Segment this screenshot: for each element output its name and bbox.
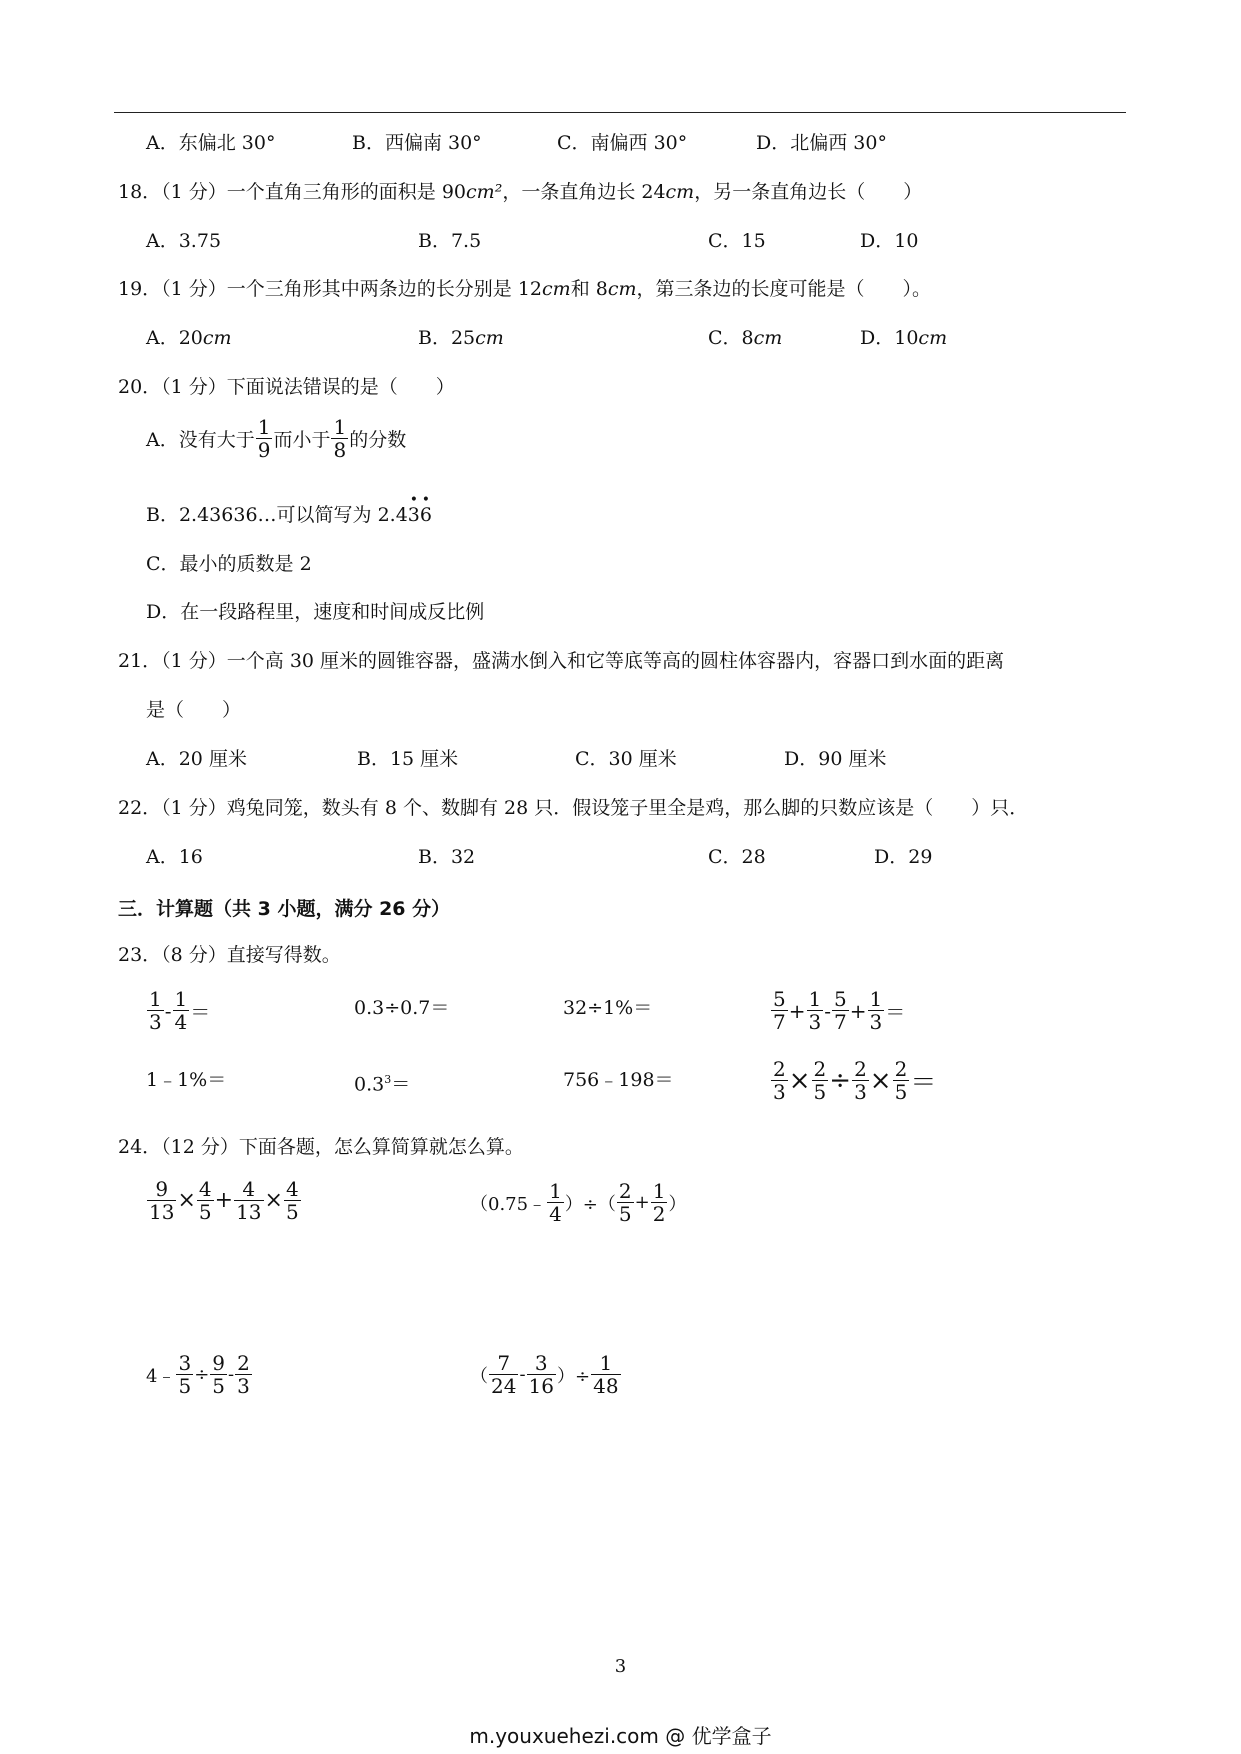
q19-option-d-unit: cm <box>918 327 948 349</box>
paren-close-text: ）÷ <box>557 1365 591 1387</box>
q22-option-c: C．28 <box>708 846 766 868</box>
footer-source[interactable]: m.youxuehezi.com @ 优学盒子 <box>469 1724 772 1748</box>
equals-sign: ＝ <box>885 1000 906 1024</box>
q19-option-a-value: A．20 <box>146 327 203 349</box>
q23-expr-2: 0.3÷0.7＝ <box>354 997 450 1019</box>
fraction <box>527 1352 556 1397</box>
paren-open-text: （ <box>470 1365 488 1387</box>
denominator: 5 <box>212 1374 226 1398</box>
option-d: D．北偏西 30° <box>756 132 887 154</box>
q19-option-a-unit: cm <box>202 327 232 349</box>
numerator: 4 <box>198 1177 212 1201</box>
fraction <box>147 1178 176 1223</box>
section-heading: 三．计算题（共 3 小题，满分 26 分） <box>118 898 451 920</box>
fraction <box>284 1178 301 1223</box>
equals-sign: ＝ <box>391 1073 411 1096</box>
fraction <box>868 988 885 1033</box>
denominator: 3 <box>869 1010 883 1034</box>
q22-option-b: B．32 <box>418 846 476 868</box>
denominator: 5 <box>198 1200 212 1224</box>
fraction <box>893 1058 910 1103</box>
denominator: 9 <box>257 438 271 462</box>
fraction <box>173 988 190 1033</box>
q19-option-a <box>146 326 232 350</box>
fraction <box>591 1352 620 1397</box>
base: 0.3 <box>354 1073 385 1096</box>
q18-stem-a: 18．（1 分）一个直角三角形的面积是 90 <box>118 181 467 203</box>
plus-sign: + <box>214 1188 234 1213</box>
q23-expr-8 <box>770 1058 936 1103</box>
repeating-digit-1: 3 <box>407 504 420 526</box>
numerator: 2 <box>773 1057 786 1081</box>
fraction <box>771 988 788 1033</box>
q19-stem-b: 和 8 <box>570 278 608 300</box>
numerator: 1 <box>591 1352 620 1375</box>
denominator: 3 <box>149 1010 162 1034</box>
q19-option-b <box>418 326 504 350</box>
fraction <box>617 1180 634 1225</box>
exponent: 3 <box>384 1073 392 1086</box>
numerator: 4 <box>234 1178 263 1201</box>
q23-expr-5: 1﹣1%＝ <box>146 1069 227 1091</box>
fraction <box>234 1178 263 1223</box>
q24-expr-2 <box>470 1180 686 1225</box>
paren-mid-text: ）÷（ <box>564 1193 616 1215</box>
q19-unit-1: cm <box>542 278 571 300</box>
q22-option-a: A．16 <box>146 846 203 868</box>
q19-option-d <box>860 326 947 350</box>
plus-sign: + <box>634 1192 650 1213</box>
q21-stem-line2: 是（ ） <box>146 699 242 721</box>
four-minus: 4﹣ <box>146 1365 176 1387</box>
denominator: 3 <box>237 1374 250 1398</box>
numerator: 1 <box>333 415 347 439</box>
fraction <box>812 1058 829 1103</box>
times-sign: × <box>788 1065 811 1096</box>
fraction <box>147 988 164 1033</box>
numerator: 1 <box>257 415 271 439</box>
page-number: 3 <box>614 1656 627 1677</box>
q19-stem-a: 19．（1 分）一个三角形其中两条边的长分别是 12 <box>118 278 543 300</box>
numerator: 2 <box>618 1179 632 1203</box>
q18-option-d: D．10 <box>860 230 919 252</box>
denominator: 3 <box>854 1080 867 1104</box>
numerator: 1 <box>149 987 162 1011</box>
fraction <box>852 1058 869 1103</box>
repeating-digit: • 3 <box>407 492 420 526</box>
denominator: 5 <box>618 1202 632 1226</box>
numerator: 7 <box>489 1352 518 1375</box>
repeating-digit: • 6 <box>419 492 432 526</box>
paren-close-text: ） <box>668 1193 687 1215</box>
q21-option-d: D．90 厘米 <box>784 748 887 770</box>
denominator: 24 <box>491 1374 517 1398</box>
numerator: 4 <box>285 1177 299 1201</box>
q20-stem: 20．（1 分）下面说法错误的是（ ） <box>118 376 455 398</box>
q24-expr-4 <box>470 1352 622 1397</box>
q23-expr-7: 756﹣198＝ <box>563 1069 674 1091</box>
q18-option-c: C．15 <box>708 230 766 252</box>
q20-b-pre: B．2.43636…可以简写为 2.4 <box>146 504 408 526</box>
numerator: 9 <box>212 1351 226 1375</box>
numerator: 2 <box>813 1057 827 1081</box>
q19-option-b-value: B．25 <box>418 327 476 349</box>
q19-option-d-value: D．10 <box>860 327 919 349</box>
minus-sign: - <box>164 998 172 1023</box>
option-b: B．西偏南 30° <box>352 132 482 154</box>
numerator: 2 <box>237 1351 250 1375</box>
q24-stem: 24．（12 分）下面各题，怎么算简算就怎么算。 <box>118 1136 524 1158</box>
denominator: 5 <box>178 1374 192 1398</box>
denominator: 7 <box>834 1010 847 1034</box>
repeating-digit-2: 6 <box>419 504 432 526</box>
option-a: A．东偏北 30° <box>146 132 276 154</box>
denominator: 16 <box>528 1374 554 1398</box>
numerator: 1 <box>808 987 822 1011</box>
q23-stem: 23．（8 分）直接写得数。 <box>118 944 341 966</box>
numerator: 9 <box>147 1178 176 1201</box>
q18-option-a: A．3.75 <box>146 230 222 252</box>
denominator: 4 <box>174 1010 188 1034</box>
denominator: 5 <box>285 1200 299 1224</box>
q21-option-b: B．15 厘米 <box>357 748 459 770</box>
numerator: 1 <box>549 1179 562 1203</box>
q19-option-c-unit: cm <box>753 327 783 349</box>
q18-option-b: B．7.5 <box>418 230 482 252</box>
q18-unit2: cm <box>665 181 695 203</box>
numerator: 1 <box>869 987 883 1011</box>
denominator: 8 <box>333 438 347 462</box>
denominator: 13 <box>149 1200 175 1224</box>
q20-option-a <box>146 416 406 461</box>
denominator: 7 <box>773 1010 786 1034</box>
q19-unit-2: cm <box>607 278 637 300</box>
q20-option-b <box>146 492 432 527</box>
fraction <box>832 988 849 1033</box>
times-sign: × <box>869 1065 892 1096</box>
equals-sign: ＝ <box>910 1068 937 1098</box>
q20-a-post: 的分数 <box>349 429 407 451</box>
fraction <box>176 1352 193 1397</box>
numerator: 5 <box>773 987 786 1011</box>
fraction <box>489 1352 518 1397</box>
header-rule <box>114 112 1126 113</box>
q23-expr-4 <box>770 988 905 1033</box>
denominator: 3 <box>773 1080 786 1104</box>
q24-expr-3 <box>146 1352 253 1397</box>
fraction <box>771 1058 788 1103</box>
fraction <box>256 416 273 461</box>
minus-sign: - <box>519 1364 526 1385</box>
plus-sign: + <box>849 998 867 1023</box>
q19-stem <box>118 277 931 301</box>
denominator: 5 <box>894 1080 908 1104</box>
q21-option-a: A．20 厘米 <box>146 748 247 770</box>
q19-option-c-value: C．8 <box>708 327 754 349</box>
fraction <box>331 416 348 461</box>
denominator: 48 <box>593 1374 619 1398</box>
paren-open-text: （0.75﹣ <box>470 1193 547 1215</box>
q21-stem-line1: 21．（1 分）一个高 30 厘米的圆锥容器，盛满水倒入和它等底等高的圆柱体容器内，容器口到水面的距离 <box>118 650 1005 672</box>
q19-option-c <box>708 326 782 350</box>
fraction <box>547 1180 564 1225</box>
q20-option-c: C．最小的质数是 2 <box>146 553 312 575</box>
denominator: 4 <box>549 1202 562 1226</box>
numerator: 5 <box>834 987 847 1011</box>
numerator: 2 <box>894 1057 908 1081</box>
fraction <box>235 1352 252 1397</box>
equals-sign: ＝ <box>190 1000 211 1024</box>
q23-expr-3: 32÷1%＝ <box>563 997 653 1019</box>
q19-stem-c: ，第三条边的长度可能是（ ）。 <box>636 278 932 300</box>
q18-stem-b: ，一条直角边长 24 <box>502 181 666 203</box>
minus-sign: - <box>824 998 831 1023</box>
fraction <box>197 1178 214 1223</box>
q23-expr-1 <box>146 988 210 1033</box>
numerator: 2 <box>854 1057 867 1081</box>
numerator: 3 <box>527 1352 556 1375</box>
denominator: 13 <box>236 1200 262 1224</box>
q19-option-b-unit: cm <box>475 327 504 349</box>
option-c: C．南偏西 30° <box>557 132 688 154</box>
fraction <box>807 988 824 1033</box>
denominator: 2 <box>652 1202 666 1226</box>
times-sign: × <box>264 1188 283 1213</box>
q20-option-d: D．在一段路程里，速度和时间成反比例 <box>146 601 485 623</box>
fraction <box>651 1180 668 1225</box>
fraction <box>210 1352 227 1397</box>
numerator: 3 <box>178 1351 192 1375</box>
minus-sign: - <box>228 1364 235 1385</box>
q23-expr-6 <box>354 1068 410 1096</box>
q24-expr-1 <box>146 1178 302 1223</box>
q20-a-pre: A．没有大于 <box>146 429 255 451</box>
denominator: 5 <box>813 1080 827 1104</box>
numerator: 1 <box>174 987 188 1011</box>
q20-a-mid: 而小于 <box>273 429 331 451</box>
divide-sign: ÷ <box>829 1065 852 1096</box>
divide-sign: ÷ <box>194 1364 210 1385</box>
numerator: 1 <box>652 1179 666 1203</box>
q22-option-d: D．29 <box>874 846 933 868</box>
times-sign: × <box>177 1188 196 1213</box>
q18-stem <box>118 180 922 204</box>
q21-option-c: C．30 厘米 <box>575 748 677 770</box>
q22-stem: 22．（1 分）鸡兔同笼，数头有 8 个、数脚有 28 只．假设笼子里全是鸡，那么脚的只数应该是（ ）只． <box>118 797 1029 819</box>
plus-sign: + <box>788 998 806 1023</box>
denominator: 3 <box>808 1010 822 1034</box>
q18-unit: cm² <box>466 181 503 203</box>
q18-stem-c: ，另一条直角边长（ ） <box>694 181 923 203</box>
